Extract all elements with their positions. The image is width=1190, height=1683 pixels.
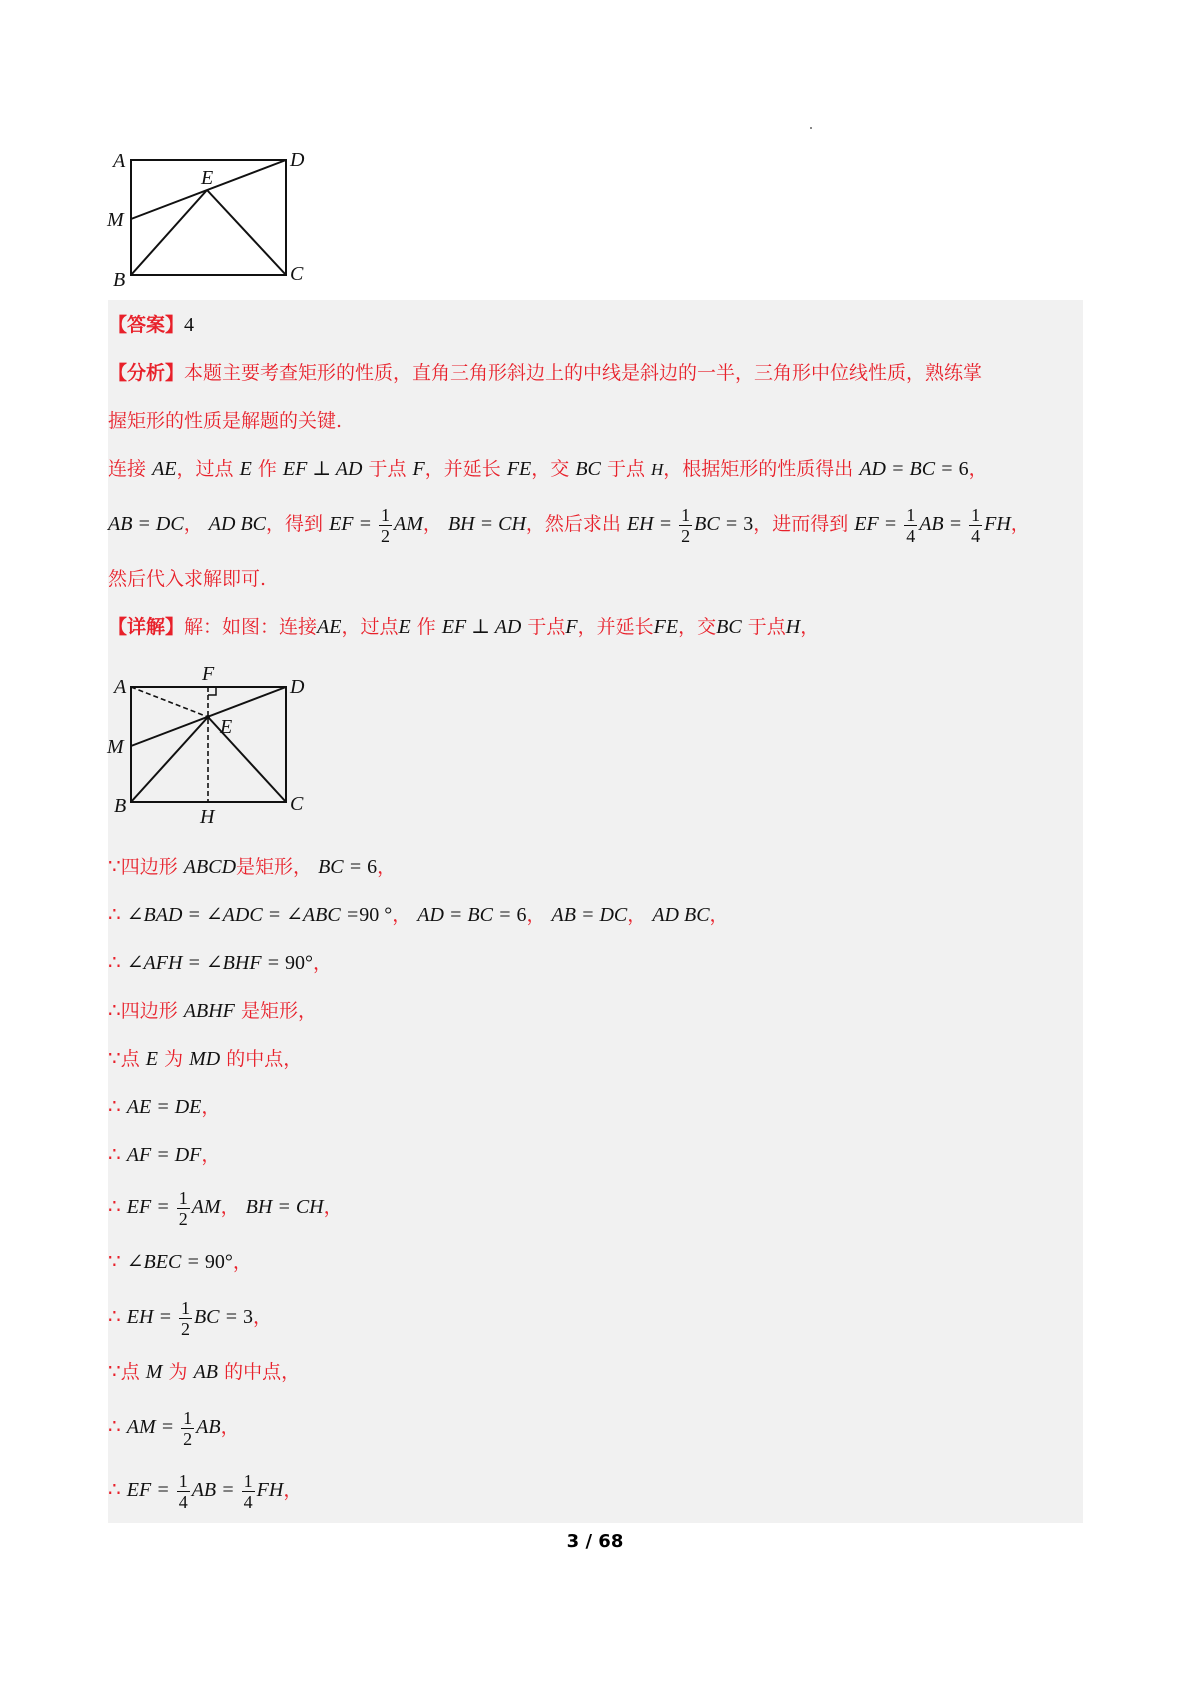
page-number: 3 / 68 [566, 1531, 624, 1552]
detail-step-7: ∴ AF = DF， [108, 1142, 221, 1166]
analysis-line-4: AB = DC， AD BC，得到 EF = $\frac{1}{2}$ AM， BH = CH，然后求出 EH = $\frac{1}{2}$ BC = 3，进而得到 EF = $\frac{1}{4}$ AB = $\frac{1}{4}$ FH， [108, 504, 1030, 546]
detail-intro-line: 【详解】解：如图：连接AE，过点E 作 EF ⊥ AD 于点F，并延长FE，交BC 于点H， [108, 616, 820, 638]
analysis-line-2 [108, 401, 342, 441]
label-f: F [202, 663, 215, 685]
label-m: M [107, 209, 124, 231]
detail-step-10: ∴ EH = $\frac{1}{2}$ BC = 3， [108, 1297, 273, 1339]
label-a: A [114, 676, 127, 698]
label-e: E [201, 167, 214, 189]
label-a: A [113, 150, 126, 172]
detail-step-5: ∵点 E 为 MD 的中点， [108, 1046, 303, 1070]
detail-step-12: ∴ AM = $\frac{1}{2}$ AB， [108, 1407, 240, 1449]
detail-step-1: ∵四边形 ABCD是矩形， BC = 6， [108, 854, 397, 878]
analysis-tag: 【分析】 [108, 362, 185, 384]
label-h: H [200, 806, 215, 825]
detail-step-9: ∵ ∠BEC = 90°， [108, 1249, 252, 1273]
detail-step-2: ∴ ∠BAD = ∠ADC = ∠ABC =90 °， AD = BC = 6， AB = DC， AD BC， [108, 902, 729, 926]
analysis-text-1: 本题主要考查矩形的性质，直角三角形斜边上的中线是斜边的一半，三角形中位线性质，熟练掌 [184, 362, 983, 384]
detail-step-6: ∴ AE = DE， [108, 1094, 221, 1118]
detail-step-11: ∵点 M 为 AB 的中点， [108, 1359, 301, 1383]
answer-tag: 【答案】 [108, 314, 185, 336]
label-d: D [290, 149, 305, 171]
stray-mark [810, 127, 812, 129]
label-e: E [220, 716, 233, 738]
detail-step-4: ∴四边形 ABHF 是矩形， [108, 998, 317, 1022]
label-c: C [290, 263, 304, 285]
label-d: D [290, 676, 305, 698]
analysis-line-3: 连接 AE，过点 E 作 EF ⊥ AD 于点 F，并延长 FE，交 BC 于点 H，根据矩形的性质得出 AD = BC = 6， [108, 458, 988, 480]
figure-rectangle-abcd [100, 140, 320, 290]
label-b: B [114, 795, 127, 817]
figure-rectangle-abcd-construction [100, 660, 340, 825]
analysis-text-5: 然后代入求解即可. [108, 568, 267, 590]
analysis-line-1 [108, 353, 982, 393]
analysis-text-2: 握矩形的性质是解题的关键. [108, 410, 343, 432]
detail-step-13: ∴ EF = $\frac{1}{4}$ AB = $\frac{1}{4}$ FH， [108, 1470, 303, 1512]
label-b: B [113, 269, 126, 290]
analysis-line-5 [108, 559, 266, 599]
detail-step-3: ∴ ∠AFH = ∠BHF = 90°， [108, 950, 333, 974]
label-m: M [107, 736, 124, 758]
detail-step-8: ∴ EF = $\frac{1}{2}$ AM， BH = CH， [108, 1187, 343, 1229]
answer-value: 4 [184, 314, 195, 336]
detail-tag: 【详解】 [108, 616, 185, 638]
label-c: C [290, 793, 304, 815]
answer-line [108, 305, 194, 345]
